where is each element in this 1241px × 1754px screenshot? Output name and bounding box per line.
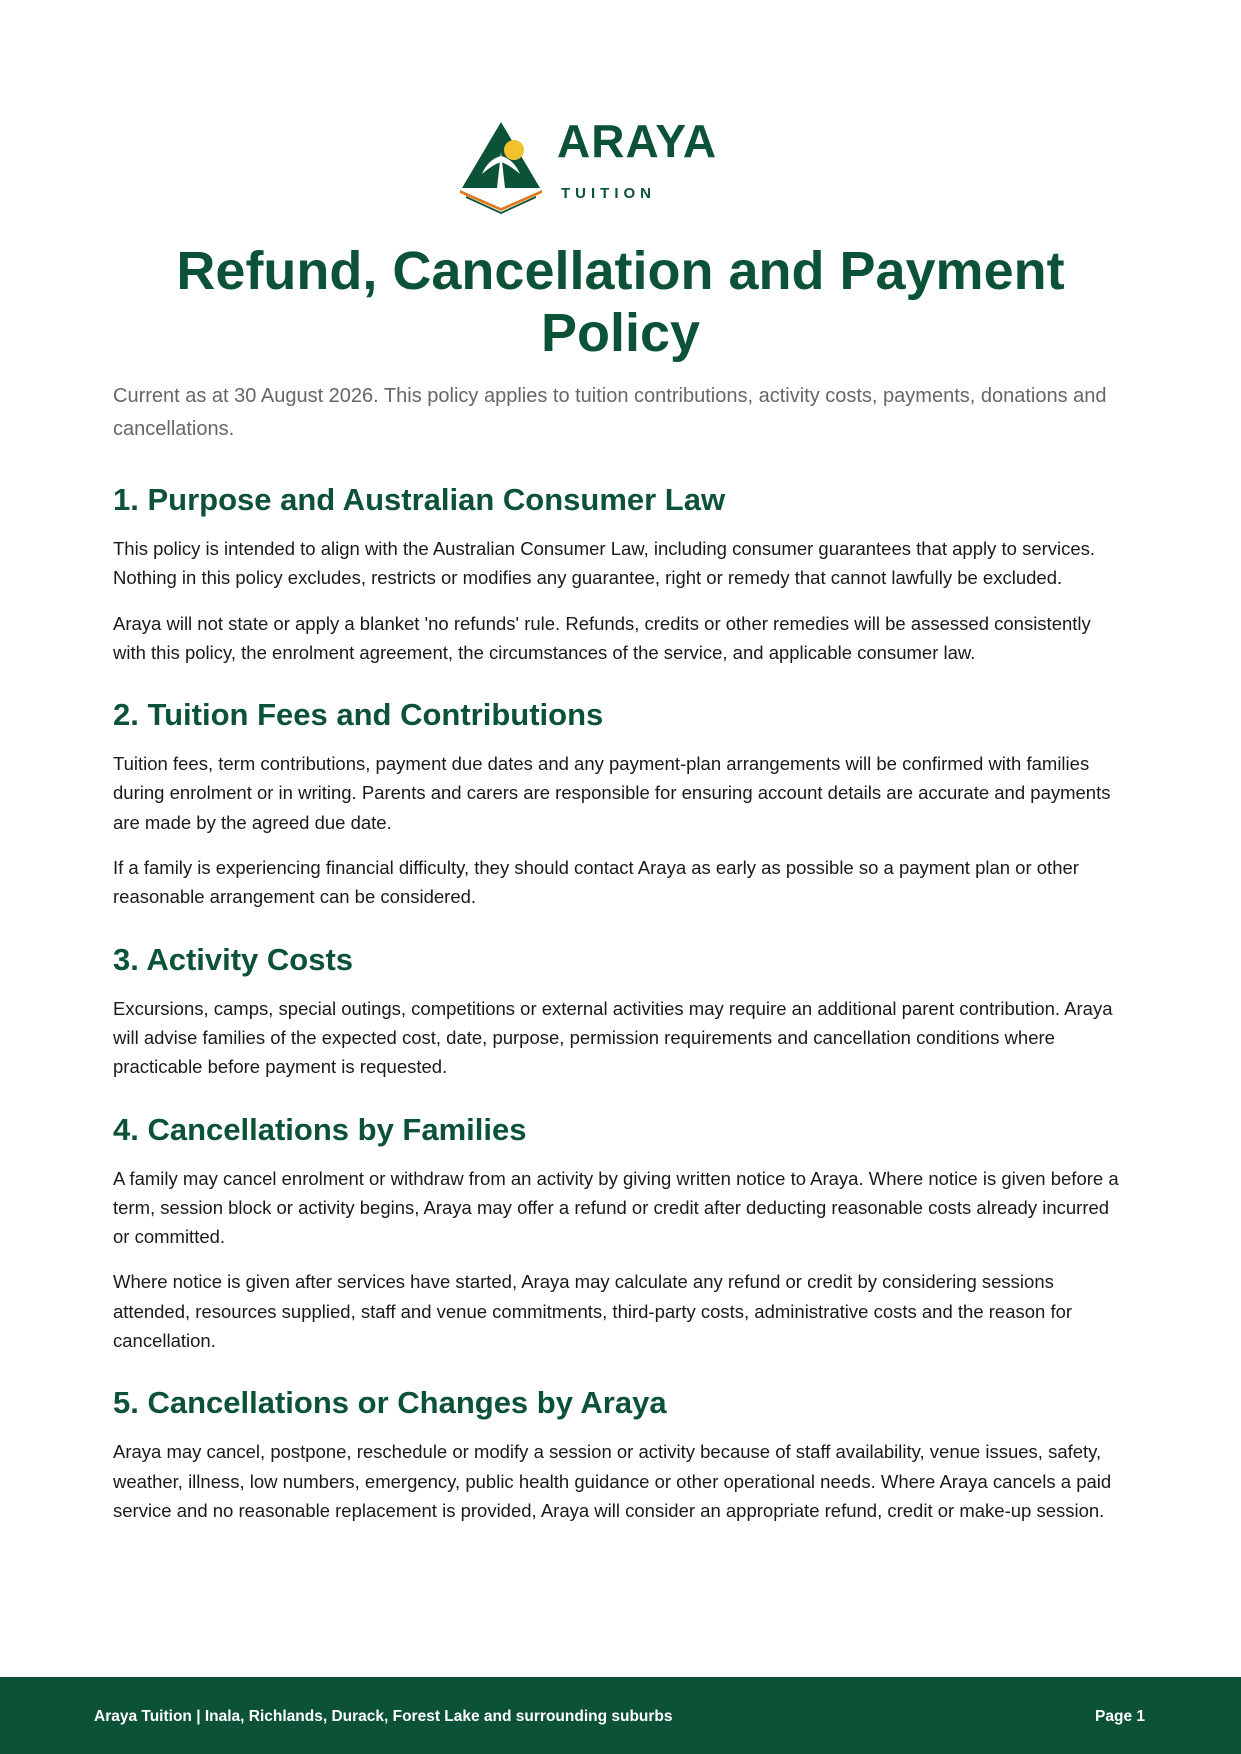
page-title: Refund, Cancellation and Payment Policy [176,241,1065,363]
page-footer [0,1677,1241,1754]
section-heading: 1. Purpose and Australian Consumer Law [113,482,726,517]
intro-text: Current as at 30 August 2026. This policy applies to tuition contributions, activity costs, payments, donations and cancellations. [113,385,1107,440]
section-family-cancellations [113,1110,1128,1356]
section-araya-cancellations [113,1383,1128,1525]
araya-logo [460,115,720,218]
section-paragraph: If a family is experiencing financial difficulty, they should contact Araya as early as possible so a payment plan or other reasonable arrangement can be considered. [113,857,1079,908]
section-heading: 3. Activity Costs [113,941,354,977]
section-paragraph: Excursions, camps, special outings, competitions or external activities may require an additional parent contribution. Araya will advise families of the expected cost, date, purpose, permission requirements and cancellation conditions where practicable before payment is requested. [113,997,1113,1078]
section-heading: 4. Cancellations by Families [113,1111,527,1147]
section-heading: 2. Tuition Fees and Contributions [113,697,604,733]
araya-logo-mark-icon [460,118,542,214]
section-purpose [113,480,1128,667]
logo-tagline: TUITION [561,185,656,202]
logo-name: ARAYA [557,115,718,167]
footer-organisation: Araya Tuition | Inala, Richlands, Durack, Forest Lake and surrounding suburbs [94,1708,673,1725]
policy-content [113,380,1128,1553]
section-heading: 5. Cancellations or Changes by Araya [113,1385,667,1421]
section-paragraph: A family may cancel enrolment or withdraw from an activity by giving written notice to Araya. Where notice is given before a term, session block or activity begins, Araya may offer a refund or credit after deducting reasonable costs already incurred or committed. [113,1167,1119,1248]
section-paragraph: This policy is intended to align with the Australian Consumer Law, including consumer guarantees that apply to services. Nothing in this policy excludes, restricts or modifies any guarantee, right or remedy that cannot lawfully be excluded. [113,538,1096,589]
section-activity-costs [113,940,1128,1082]
section-paragraph: Araya may cancel, postpone, reschedule or modify a session or activity because of staff availability, venue issues, safety, weather, illness, low numbers, emergency, public health guidance or other operational needs. Where Araya cancels a paid service and no reasonable replacement is provided, Araya will consider an appropriate refund, credit or make-up session. [113,1441,1112,1521]
section-tuition-fees [113,695,1128,911]
page-number: Page 1 [1095,1708,1145,1725]
section-paragraph: Where notice is given after services have started, Araya may calculate any refund or credit by considering sessions attended, resources supplied, staff and venue commitments, third-party costs, administrative costs and the reason for cancellation. [113,1271,1073,1352]
section-paragraph: Tuition fees, term contributions, payment due dates and any payment-plan arrangements will be confirmed with families during enrolment or in writing. Parents and carers are responsible for ensuring account details are accurate and payments are made by the agreed due date. [113,753,1111,833]
section-paragraph: Araya will not state or apply a blanket 'no refunds' rule. Refunds, credits or other remedies will be assessed consistently with this policy, the enrolment agreement, the circumstances of the service, and applicable consumer law. [113,612,1091,663]
